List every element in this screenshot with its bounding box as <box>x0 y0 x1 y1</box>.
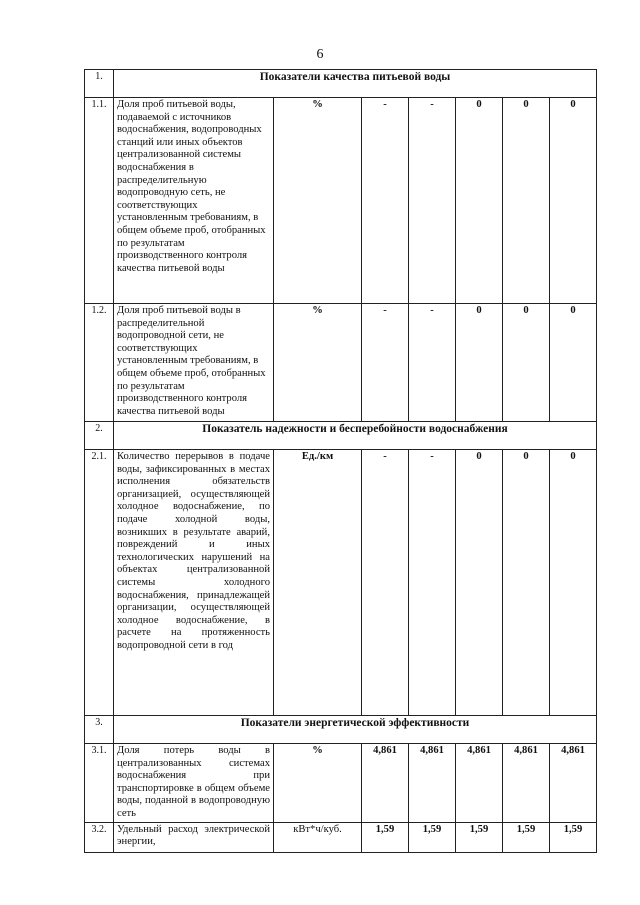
section-header-row <box>85 422 597 450</box>
row-value: - <box>362 304 409 422</box>
row-value: 1,59 <box>456 822 503 852</box>
table-row <box>85 304 597 422</box>
section-title: Показатель надежности и бесперебойности водоснабжения <box>114 422 597 450</box>
row-description: Доля проб питьевой воды, подаваемой с источников водоснабжения, водопроводных станций или иных объектов централизованной системы водоснабжения в распределительную водопроводную сеть, не соответствующих установленным требованиям, в общем объеме проб, отобранных по результатам производственного контроля качества питьевой воды <box>114 98 274 304</box>
row-description: Доля проб питьевой воды в распределительной водопроводной сети, не соответствующих установленным требованиям, в общем объеме проб, отобранных по результатам производственного контроля качества питьевой воды <box>114 304 274 422</box>
row-value: 1,59 <box>550 822 597 852</box>
row-number: 1.2. <box>85 304 114 422</box>
row-value: 4,861 <box>362 744 409 823</box>
row-value: - <box>409 450 456 716</box>
row-value: 1,59 <box>362 822 409 852</box>
row-description: Доля потерь воды в централизованных системах водоснабжения при транспортировке в общем объеме воды, поданной в водопроводную сеть <box>114 744 274 823</box>
row-value: - <box>362 450 409 716</box>
indicators-table <box>84 69 597 853</box>
row-value: 1,59 <box>503 822 550 852</box>
row-value: 0 <box>456 98 503 304</box>
table-row <box>85 98 597 304</box>
row-number: 1.1. <box>85 98 114 304</box>
section-number: 1. <box>85 70 114 98</box>
row-value: 4,861 <box>550 744 597 823</box>
row-unit: % <box>274 744 362 823</box>
row-value: - <box>409 98 456 304</box>
section-header-row <box>85 716 597 744</box>
row-value: 4,861 <box>409 744 456 823</box>
row-number: 3.2. <box>85 822 114 852</box>
section-header-row <box>85 70 597 98</box>
table-row <box>85 744 597 823</box>
section-number: 2. <box>85 422 114 450</box>
row-value: 0 <box>503 450 550 716</box>
row-value: - <box>362 98 409 304</box>
row-value: 0 <box>550 450 597 716</box>
row-description: Удельный расход электрической энергии, <box>114 822 274 852</box>
section-title: Показатели качества питьевой воды <box>114 70 597 98</box>
row-number: 3.1. <box>85 744 114 823</box>
row-value: 4,861 <box>456 744 503 823</box>
row-unit: % <box>274 304 362 422</box>
table-row <box>85 822 597 852</box>
row-value: 0 <box>550 304 597 422</box>
row-unit: % <box>274 98 362 304</box>
row-unit: Ед./км <box>274 450 362 716</box>
table-row <box>85 450 597 716</box>
row-description: Количество перерывов в подаче воды, зафиксированных в местах исполнения обязательств организацией, осуществляющей холодное водоснабжение, по подаче холодной воды, возникших в результате аварий, повреждений и иных технологических нарушений на объектах централизованной системы холодного водоснабжения, принадлежащей организации, осуществляющей холодное водоснабжение, в расчете на протяженность водопроводной сети в год <box>114 450 274 716</box>
row-unit: кВт*ч/куб. <box>274 822 362 852</box>
row-number: 2.1. <box>85 450 114 716</box>
page-number: 6 <box>316 47 324 62</box>
row-value: 0 <box>456 304 503 422</box>
row-value: 0 <box>456 450 503 716</box>
row-value: 1,59 <box>409 822 456 852</box>
row-value: - <box>409 304 456 422</box>
row-value: 0 <box>503 304 550 422</box>
row-value: 4,861 <box>503 744 550 823</box>
row-value: 0 <box>550 98 597 304</box>
section-number: 3. <box>85 716 114 744</box>
section-title: Показатели энергетической эффективности <box>114 716 597 744</box>
row-value: 0 <box>503 98 550 304</box>
